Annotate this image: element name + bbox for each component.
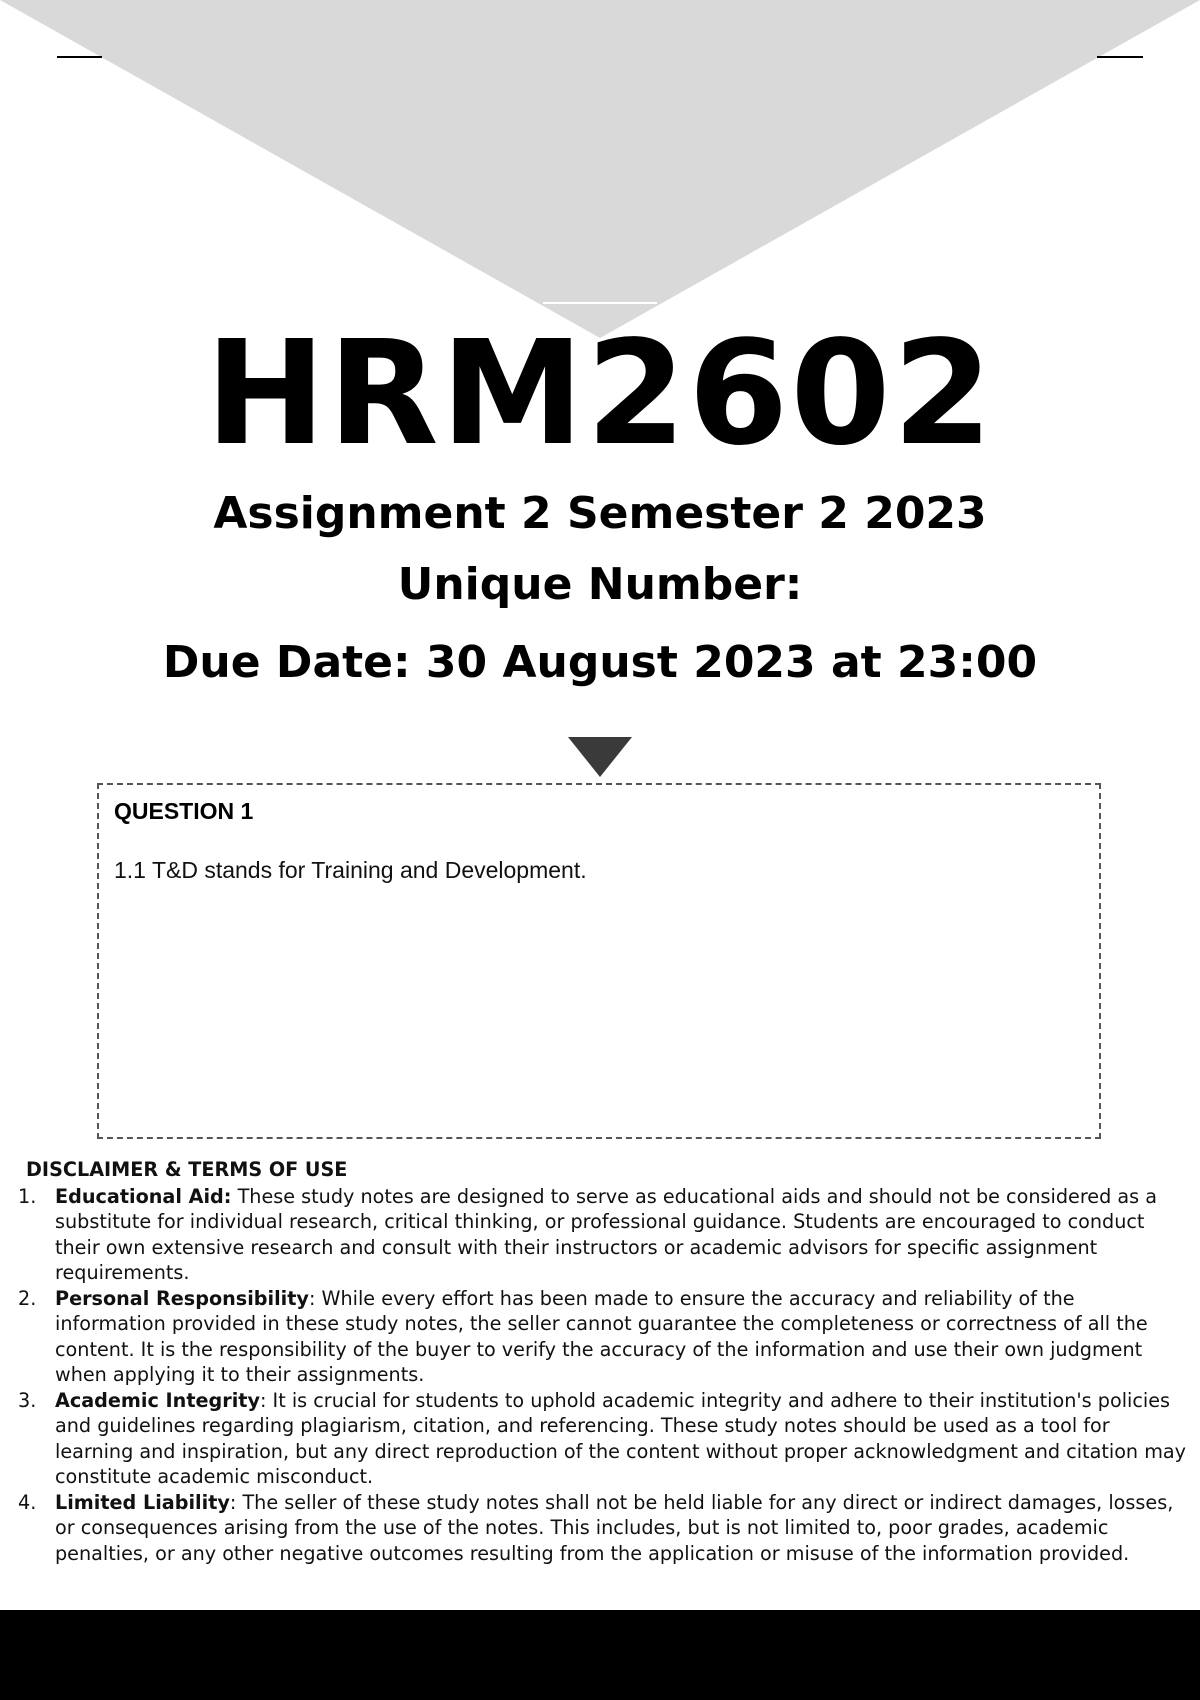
disclaimer-item-heading: Personal Responsibility xyxy=(55,1286,309,1310)
list-number: 3. xyxy=(18,1388,37,1412)
disclaimer-item-educational-aid xyxy=(18,1184,1188,1286)
question-answer-text: 1.1 T&D stands for Training and Development. xyxy=(114,857,587,883)
disclaimer-item-heading: Educational Aid: xyxy=(55,1184,232,1208)
disclaimer-item-personal-responsibility xyxy=(18,1286,1188,1388)
corner-rule-left xyxy=(57,56,102,58)
list-number: 4. xyxy=(18,1490,37,1514)
disclaimer-item-limited-liability xyxy=(18,1490,1188,1567)
question-heading: QUESTION 1 xyxy=(114,798,254,824)
disclaimer-item-heading: Academic Integrity xyxy=(55,1388,260,1412)
disclaimer-item-heading: Limited Liability xyxy=(55,1490,230,1514)
down-arrow-icon xyxy=(568,737,632,777)
corner-rule-right xyxy=(1097,56,1143,58)
disclaimer-item-text: : The seller of these study notes shall not be held liable for any direct or indirect damages, losses, or consequences arising from the use of the notes. This includes, but is not limited to, poor grades, academic penalties, or any other negative outcomes resulting from the application or misuse of the information provided. xyxy=(55,1490,1174,1565)
disclaimer-heading: DISCLAIMER & TERMS OF USE xyxy=(26,1158,348,1181)
disclaimer-item-academic-integrity xyxy=(18,1388,1188,1490)
disclaimer-item-text: : While every effort has been made to ensure the accuracy and reliability of the information provided in these study notes, the seller cannot guarantee the completeness or correctness of all the content. It is the responsibility of the buyer to verify the accuracy of the information and use their own judgment when applying it to their assignments. xyxy=(55,1286,1148,1386)
unique-number-label: Unique Number: xyxy=(397,559,803,610)
course-code-title: HRM2602 xyxy=(205,309,995,477)
top-chevron-banner xyxy=(0,0,1200,340)
list-number: 2. xyxy=(18,1286,37,1310)
assignment-subtitle: Assignment 2 Semester 2 2023 xyxy=(213,488,987,539)
footer-black-bar xyxy=(0,1610,1200,1700)
banner-gray-triangle xyxy=(0,0,1200,338)
disclaimer-item-text: : It is crucial for students to uphold academic integrity and adhere to their institution's policies and guidelines regarding plagiarism, citation, and referencing. These study notes should be used as a tool for learning and inspiration, but any direct reproduction of the content without proper acknowledgment and citation may constitute academic misconduct. xyxy=(55,1388,1186,1488)
question-box xyxy=(97,783,1101,1139)
due-date-line: Due Date: 30 August 2023 at 23:00 xyxy=(162,637,1038,688)
disclaimer-item-text: These study notes are designed to serve as educational aids and should not be considered as a substitute for individual research, critical thinking, or professional guidance. Students are encouraged to conduct their own extensive research and consult with their instructors or academic advisors for specific assignment requirements. xyxy=(55,1184,1157,1284)
disclaimer-section xyxy=(18,1157,1188,1566)
list-number: 1. xyxy=(18,1184,37,1208)
